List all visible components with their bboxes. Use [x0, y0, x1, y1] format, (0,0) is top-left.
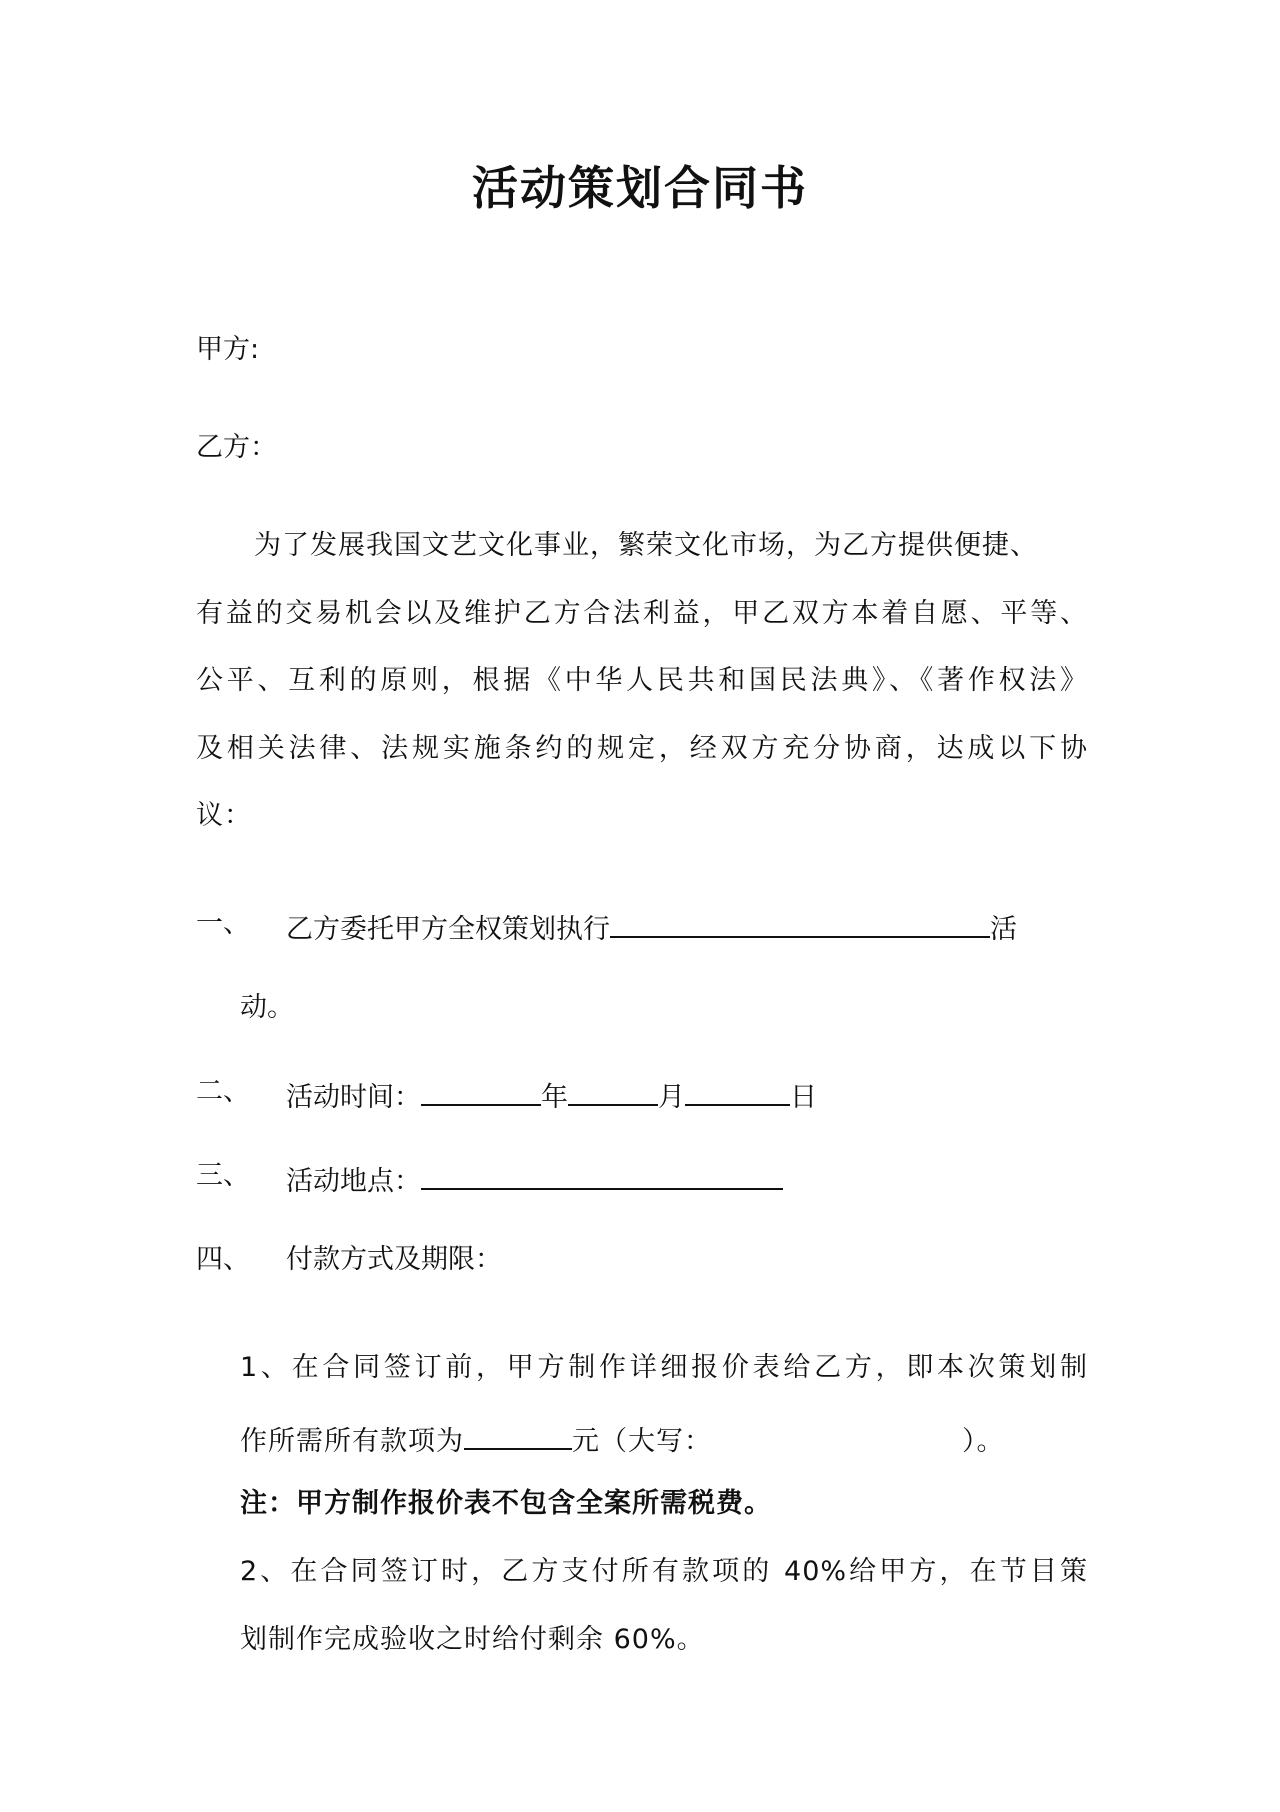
- clause-3-number: 三、: [196, 1160, 250, 1191]
- activity-time-label: 活动时间：: [286, 1082, 421, 1113]
- intro-line: 议：: [196, 800, 252, 831]
- intro-paragraph: [196, 526, 1088, 864]
- payment-uppercase-label: 元（大写：: [572, 1426, 712, 1457]
- payment-item-2-line1: 2、在合同签订时，乙方支付所有款项的 40%给甲方，在节目策: [240, 1556, 1088, 1587]
- intro-line: 及相关法律、法规实施条约的规定，经双方充分协商，达成以下协: [196, 732, 1088, 764]
- party-a-label: 甲方:: [196, 334, 260, 365]
- clause-1-number: 一、: [196, 908, 250, 939]
- day-blank[interactable]: [685, 1072, 790, 1106]
- month-label: 月: [658, 1082, 685, 1113]
- intro-line: 有益的交易机会以及维护乙方合法利益，甲乙双方本着自愿、平等、: [196, 597, 1088, 629]
- amount-blank[interactable]: [464, 1416, 572, 1450]
- intro-line: 公平、互利的原则，根据《中华人民共和国民法典》、《著作权法》: [196, 665, 1088, 696]
- payment-note: 注：甲方制作报价表不包含全案所需税费。: [240, 1488, 772, 1519]
- day-label: 日: [790, 1082, 817, 1113]
- clause-1-text-after: 活: [990, 914, 1017, 945]
- clause-4-number: 四、: [196, 1244, 250, 1275]
- party-b-label: 乙方：: [196, 432, 277, 463]
- clause-2-number: 二、: [196, 1076, 250, 1107]
- month-blank[interactable]: [568, 1072, 658, 1106]
- activity-name-blank[interactable]: [610, 904, 990, 938]
- intro-line: 为了发展我国文艺文化事业，繁荣文化市场，为乙方提供便捷、: [254, 530, 1038, 561]
- payment-item-1-line1: 1、在合同签订前，甲方制作详细报价表给乙方，即本次策划制: [240, 1352, 1088, 1383]
- year-blank[interactable]: [421, 1072, 541, 1106]
- document-title: 活动策划合同书: [472, 161, 808, 215]
- clause-1-continuation: 动。: [240, 992, 294, 1023]
- clause-1: [286, 904, 1017, 950]
- year-label: 年: [541, 1082, 568, 1113]
- payment-amount-label: 作所需所有款项为: [240, 1426, 464, 1457]
- payment-close-paren: ）。: [962, 1426, 1005, 1457]
- location-blank[interactable]: [421, 1156, 783, 1190]
- clause-3: [286, 1156, 783, 1202]
- payment-item-2-line2: 划制作完成验收之时给付剩余 60%。: [240, 1624, 705, 1655]
- clause-1-text: 乙方委托甲方全权策划执行: [286, 914, 610, 945]
- activity-location-label: 活动地点：: [286, 1166, 421, 1197]
- clause-2: [286, 1072, 817, 1118]
- payment-item-1-line2: [240, 1416, 1088, 1462]
- clause-4-label: 付款方式及期限：: [286, 1244, 502, 1275]
